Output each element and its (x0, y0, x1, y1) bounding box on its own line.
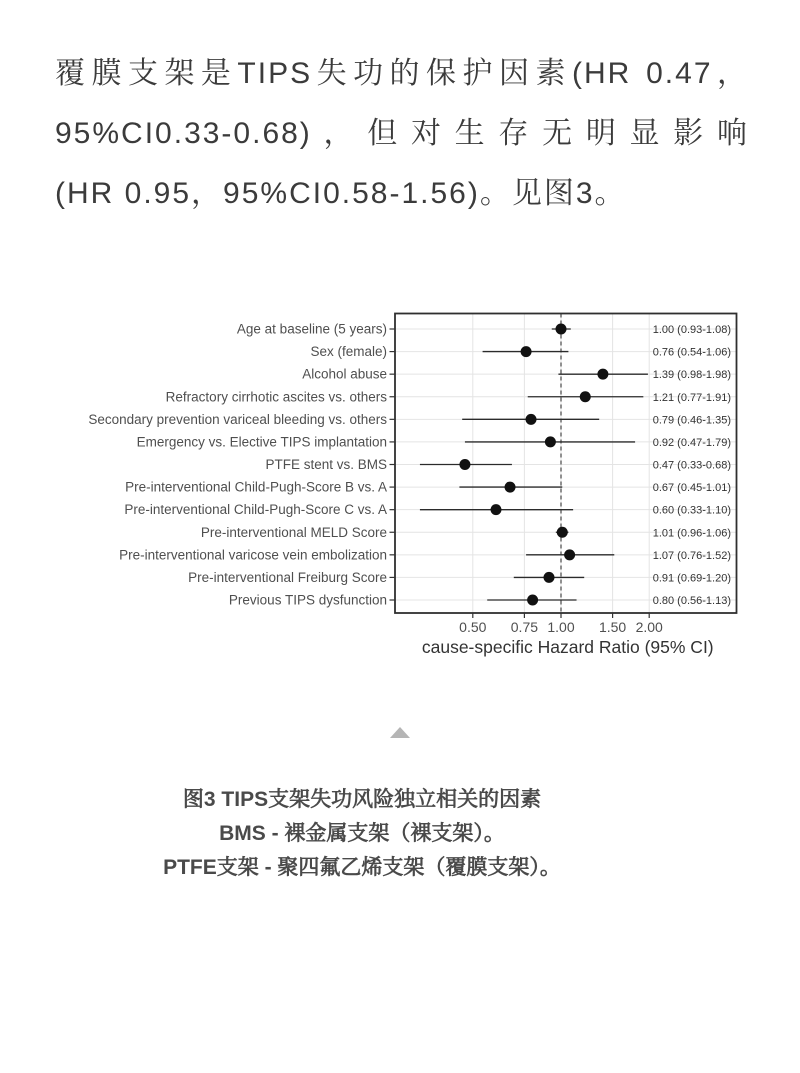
caption-note-bms: BMS - 裸金属支架（裸支架）。 (219, 822, 505, 845)
x-tick-label: 0.75 (510, 619, 539, 635)
x-tick-label: 0.50 (459, 619, 487, 635)
row-label: Emergency vs. Elective TIPS implantation (136, 434, 387, 450)
hr-point (527, 595, 538, 606)
hr-point (597, 369, 608, 380)
hr-value-label: 1.01 (0.96-1.06) (652, 527, 731, 540)
row-label: Pre-interventional Freiburg Score (188, 569, 387, 585)
hr-value-label: 0.76 (0.54-1.06) (652, 346, 731, 359)
hr-point (505, 482, 516, 493)
hr-value-label: 1.07 (0.76-1.52) (652, 549, 731, 562)
hr-value-label: 1.39 (0.98-1.98) (652, 369, 731, 382)
hr-value-label: 0.47 (0.33-0.68) (652, 459, 731, 472)
row-label: Pre-interventional varicose vein embolization (119, 547, 387, 563)
paragraph-line: 95%CI0.33-0.68)，但对生存无明显影响 (55, 117, 749, 150)
hr-point (490, 504, 501, 515)
hr-point (557, 527, 568, 538)
hr-value-label: 0.91 (0.69-1.20) (652, 572, 731, 585)
caption-title: 图3 TIPS支架失功风险独立相关的因素 (182, 788, 542, 811)
figure-caption (0, 783, 724, 885)
hr-value-label: 0.79 (0.46-1.35) (652, 414, 731, 427)
hr-point (543, 572, 554, 583)
hr-point (521, 346, 532, 357)
hr-value-label: 0.80 (0.56-1.13) (652, 595, 731, 607)
row-label: Alcohol abuse (302, 366, 387, 382)
hr-point (556, 324, 567, 335)
hr-point (580, 391, 591, 402)
row-label: Previous TIPS dysfunction (228, 592, 387, 608)
row-label: PTFE stent vs. BMS (265, 457, 387, 472)
hr-value-label: 0.67 (0.45-1.01) (652, 482, 731, 495)
hr-point (526, 414, 537, 425)
x-axis-title: cause-specific Hazard Ratio (95% CI) (421, 637, 714, 657)
hr-point (459, 459, 470, 470)
hr-value-label: 1.21 (0.77-1.91) (652, 391, 731, 404)
row-label: Pre-interventional MELD Score (200, 524, 387, 540)
x-tick-label: 1.50 (598, 619, 627, 635)
row-label: Pre-interventional Child-Pugh-Score B vs. A (125, 479, 387, 495)
forest-plot-figure (0, 300, 800, 665)
x-tick-label: 2.00 (635, 619, 663, 635)
hr-value-label: 1.00 (0.93-1.08) (652, 324, 731, 336)
paragraph-line: (HR 0.95，95%CI0.58-1.56)。见图3。 (55, 177, 627, 210)
row-label: Pre-interventional Child-Pugh-Score C vs. A (124, 502, 387, 518)
hr-point (545, 436, 556, 447)
up-triangle-icon (390, 727, 410, 738)
row-label: Refractory cirrhotic ascites vs. others (165, 389, 387, 405)
hr-point (564, 549, 575, 560)
row-label: Secondary prevention variceal bleeding vs. others (88, 411, 387, 427)
hr-value-label: 0.92 (0.47-1.79) (652, 436, 731, 449)
row-label: Age at baseline (5 years) (236, 321, 387, 337)
paragraph-line: 覆膜支架是TIPS失功的保护因素(HR 0.47， (55, 57, 749, 90)
hr-value-label: 0.60 (0.33-1.10) (652, 504, 731, 517)
row-label: Sex (female) (310, 344, 387, 360)
x-tick-label: 1.00 (547, 619, 575, 635)
caption-note-ptfe: PTFE支架 - 聚四氟乙烯支架（覆膜支架）。 (163, 856, 561, 879)
article-paragraph (55, 44, 749, 224)
